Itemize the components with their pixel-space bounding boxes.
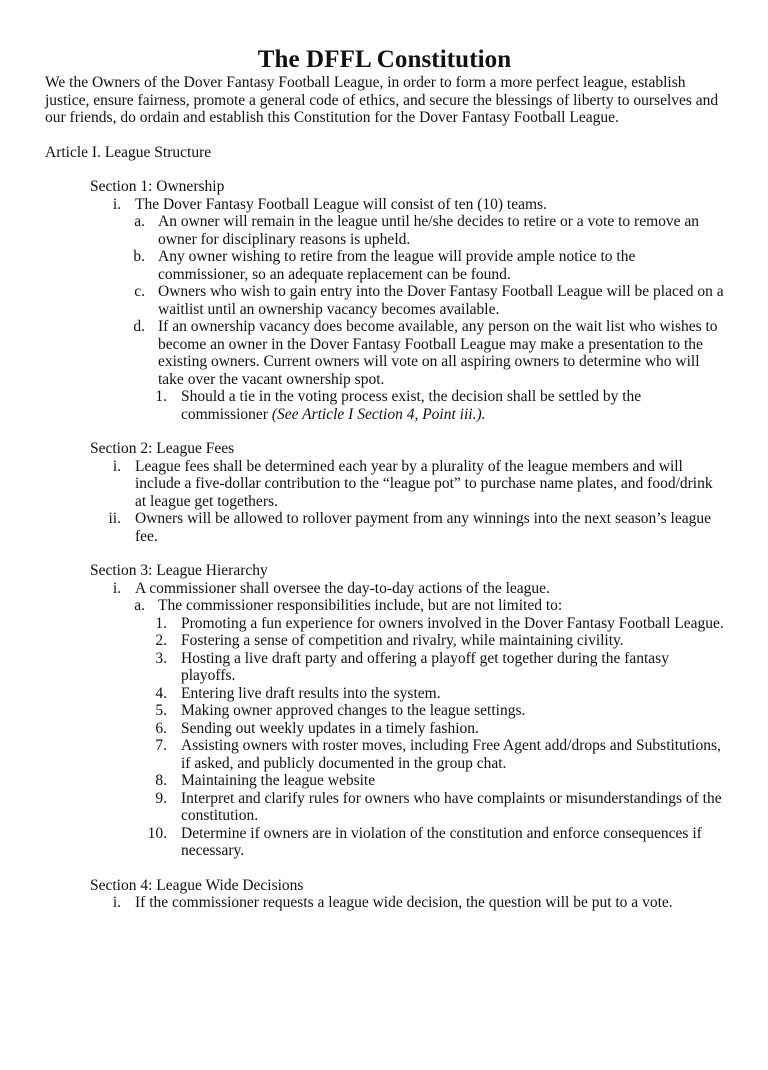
list-item bbox=[45, 510, 724, 545]
list-item-text: Any owner wishing to retire from the league will provide ample notice to the commissioner, so an adequate replacement can be found. bbox=[158, 248, 636, 283]
list-item-text: Assisting owners with roster moves, including Free Agent add/drops and Substitutions, if asked, and publicly documented in the group chat. bbox=[181, 737, 721, 772]
list-item bbox=[45, 790, 724, 825]
article-heading: Article I. League Structure bbox=[45, 143, 212, 161]
list-item-text: If the commissioner requests a league wide decision, the question will be put to a vote. bbox=[135, 894, 673, 911]
section-title: Section 3: League Hierarchy bbox=[90, 562, 268, 579]
list-marker: 2. bbox=[155, 632, 167, 649]
list-marker: i. bbox=[112, 579, 121, 597]
list-marker: b. bbox=[133, 248, 145, 265]
list-item-text: The Dover Fantasy Football League will consist of ten (10) teams. bbox=[135, 195, 547, 213]
list-marker: 9. bbox=[155, 789, 167, 807]
list-item bbox=[45, 685, 724, 703]
list-item bbox=[45, 597, 724, 615]
list-item bbox=[45, 318, 724, 388]
list-item bbox=[45, 650, 724, 685]
list-item bbox=[45, 388, 724, 423]
list-marker: c. bbox=[134, 283, 145, 300]
section-league-wide-decisions bbox=[45, 877, 724, 912]
list-item bbox=[45, 772, 724, 790]
list-item-text: Making owner approved changes to the league settings. bbox=[181, 702, 526, 719]
list-marker: 8. bbox=[155, 772, 167, 789]
section-title: Section 2: League Fees bbox=[90, 440, 235, 457]
list-marker: 5. bbox=[155, 702, 167, 719]
list-marker: a. bbox=[134, 597, 145, 614]
list-marker: 4. bbox=[155, 684, 167, 702]
list-item bbox=[45, 580, 724, 598]
list-item-text: Owners who wish to gain entry into the Dover Fantasy Football League will be placed on a waitlist until an ownership vacancy becomes available. bbox=[158, 283, 724, 318]
list-marker: a. bbox=[134, 213, 145, 230]
list-item-text: Determine if owners are in violation of the constitution and enforce consequences if necessary. bbox=[181, 824, 702, 859]
section-league-fees bbox=[45, 440, 724, 545]
list-item-text: An owner will remain in the league until he/she decides to retire or a vote to remove an owner for disciplinary reasons is upheld. bbox=[158, 213, 700, 248]
list-item-text: Fostering a sense of competition and rivalry, while maintaining civility. bbox=[181, 632, 624, 649]
document-page bbox=[0, 46, 768, 1070]
list-marker: 6. bbox=[155, 719, 167, 737]
list-marker: i. bbox=[112, 894, 121, 911]
list-marker: d. bbox=[133, 318, 145, 335]
list-item-text: League fees shall be determined each year by a plurality of the league members and will include a five-dollar contribution to the “league pot” to purchase name plates, and food/drink at league get togethers. bbox=[135, 457, 713, 510]
list-item bbox=[45, 702, 724, 720]
list-item bbox=[45, 632, 724, 650]
list-item bbox=[45, 458, 724, 511]
list-item bbox=[45, 283, 724, 318]
list-marker: 1. bbox=[155, 388, 167, 405]
list-item-text: If an ownership vacancy does become available, any person on the wait list who wishes to become an owner in the Dover Fantasy Football League may make a presentation to the existing owners. Current owners will vote on all aspiring owners to determine who will take over the vacant ownership spot. bbox=[158, 318, 718, 388]
list-item-text: Promoting a fun experience for owners involved in the Dover Fantasy Football League. bbox=[181, 614, 724, 632]
list-marker: i. bbox=[112, 457, 121, 475]
list-item bbox=[45, 213, 724, 248]
preamble: We the Owners of the Dover Fantasy Football League, in order to form a more perfect league, establish justice, ensure fairness, promote a general code of ethics, and secure the blessings of liberty to ourselves and our friends, do ordain and establish this Constitution for the Dover Fantasy Football League. bbox=[45, 74, 719, 126]
list-item bbox=[45, 894, 724, 912]
section-title: Section 4: League Wide Decisions bbox=[90, 876, 304, 894]
list-item-text: Should a tie in the voting process exist, the decision shall be settled by the commissioner bbox=[181, 388, 642, 423]
list-item-text: A commissioner shall oversee the day-to-day actions of the league. bbox=[135, 579, 550, 597]
list-marker: 7. bbox=[155, 737, 167, 754]
list-item bbox=[45, 248, 724, 283]
list-marker: 1. bbox=[155, 614, 167, 632]
list-item-text: Maintaining the league website bbox=[181, 772, 376, 789]
list-marker: 3. bbox=[155, 649, 167, 667]
list-item-text: The commissioner responsibilities include, but are not limited to: bbox=[158, 597, 563, 614]
list-item bbox=[45, 825, 724, 860]
list-item-text: Interpret and clarify rules for owners who have complaints or misunderstandings of the constitution. bbox=[181, 789, 722, 824]
cross-reference: (See Article I Section 4, Point iii.). bbox=[271, 405, 486, 423]
list-item-text: Sending out weekly updates in a timely fashion. bbox=[181, 719, 479, 737]
list-marker: 10. bbox=[147, 824, 167, 842]
list-item bbox=[45, 720, 724, 738]
list-item bbox=[45, 737, 724, 772]
list-item-text: Entering live draft results into the system. bbox=[181, 684, 441, 702]
list-item-text: Owners will be allowed to rollover payment from any winnings into the next season’s league fee. bbox=[135, 510, 711, 545]
section-ownership bbox=[45, 178, 724, 423]
list-item bbox=[45, 615, 724, 633]
list-marker: i. bbox=[112, 195, 121, 213]
section-title: Section 1: Ownership bbox=[90, 178, 225, 195]
list-item-text: Hosting a live draft party and offering a playoff get together during the fantasy playoffs. bbox=[181, 649, 669, 684]
section-league-hierarchy bbox=[45, 562, 724, 860]
list-item bbox=[45, 196, 724, 214]
document-title: The DFFL Constitution bbox=[257, 46, 512, 73]
list-marker: ii. bbox=[108, 510, 121, 527]
